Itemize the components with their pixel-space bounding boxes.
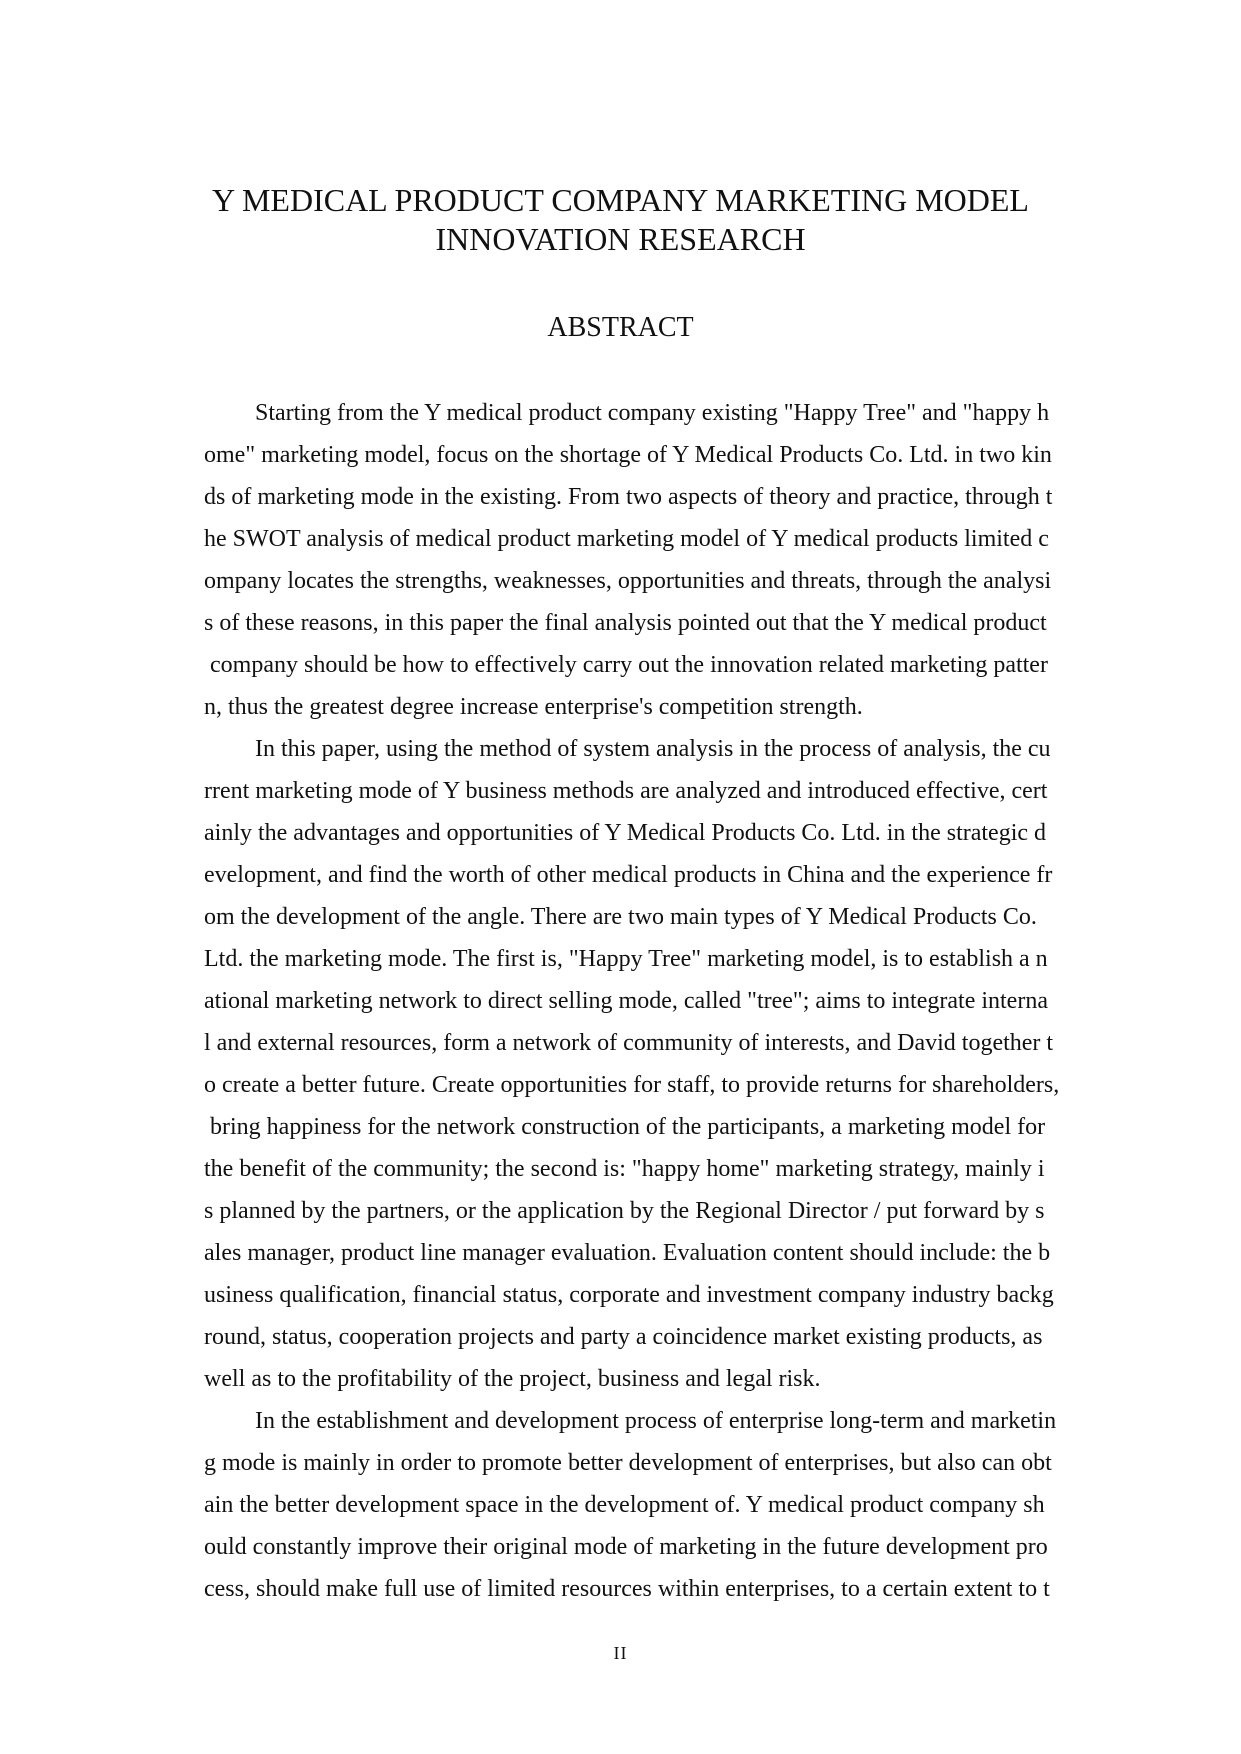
text-line: g mode is mainly in order to promote better development of enterprises, but also can obt <box>204 1450 1052 1476</box>
text-line: s of these reasons, in this paper the final analysis pointed out that the Y medical product <box>204 610 1047 636</box>
text-line: round, status, cooperation projects and party a coincidence market existing products, as <box>204 1324 1043 1350</box>
text-line: om the development of the angle. There are two main types of Y Medical Products Co. <box>204 904 1037 930</box>
text-line: In the establishment and development process of enterprise long-term and marketin <box>255 1408 1057 1434</box>
abstract-body <box>204 392 1104 1610</box>
text-line: ds of marketing mode in the existing. From two aspects of theory and practice, through t <box>204 484 1053 510</box>
abstract-heading: ABSTRACT <box>547 312 694 343</box>
title-line-1: Y MEDICAL PRODUCT COMPANY MARKETING MODEL <box>212 182 1029 218</box>
text-line: cess, should make full use of limited resources within enterprises, to a certain extent to t <box>204 1576 1050 1602</box>
text-line: the benefit of the community; the second is: "happy home" marketing strategy, mainly i <box>204 1156 1045 1182</box>
text-line: he SWOT analysis of medical product marketing model of Y medical products limited c <box>204 526 1049 552</box>
text-line: company should be how to effectively carry out the innovation related marketing patter <box>204 652 1048 678</box>
text-line: usiness qualification, financial status, corporate and investment company industry backg <box>204 1282 1054 1308</box>
text-line: ational marketing network to direct selling mode, called "tree"; aims to integrate interna <box>204 988 1048 1014</box>
text-line: l and external resources, form a network of community of interests, and David together t <box>204 1030 1054 1056</box>
text-line: Starting from the Y medical product company existing "Happy Tree" and "happy h <box>255 400 1050 426</box>
text-line: ainly the advantages and opportunities of Y Medical Products Co. Ltd. in the strategic d <box>204 820 1047 846</box>
page-number: II <box>613 1643 628 1663</box>
text-line: In this paper, using the method of system analysis in the process of analysis, the cu <box>255 736 1051 762</box>
text-line: rrent marketing mode of Y business methods are analyzed and introduced effective, cert <box>204 778 1048 804</box>
text-line: evelopment, and find the worth of other medical products in China and the experience fr <box>204 862 1053 888</box>
text-line: n, thus the greatest degree increase enterprise's competition strength. <box>204 694 863 720</box>
text-line: well as to the profitability of the project, business and legal risk. <box>204 1366 821 1392</box>
text-line: ain the better development space in the development of. Y medical product company sh <box>204 1492 1045 1518</box>
text-line: ompany locates the strengths, weaknesses, opportunities and threats, through the analysi <box>204 568 1052 594</box>
text-line: ould constantly improve their original mode of marketing in the future development pro <box>204 1534 1048 1560</box>
text-line: s planned by the partners, or the application by the Regional Director / put forward by s <box>204 1198 1045 1224</box>
text-line: ome" marketing model, focus on the shortage of Y Medical Products Co. Ltd. in two kin <box>204 442 1052 468</box>
text-line: Ltd. the marketing mode. The first is, "Happy Tree" marketing model, is to establish a n <box>204 946 1048 972</box>
text-line: o create a better future. Create opportunities for staff, to provide returns for shareholders, <box>204 1072 1060 1098</box>
text-line: ales manager, product line manager evaluation. Evaluation content should include: the b <box>204 1240 1051 1266</box>
text-line: bring happiness for the network construction of the participants, a marketing model for <box>204 1114 1046 1140</box>
page-title <box>0 181 1241 259</box>
title-line-2: INNOVATION RESEARCH <box>435 221 806 257</box>
